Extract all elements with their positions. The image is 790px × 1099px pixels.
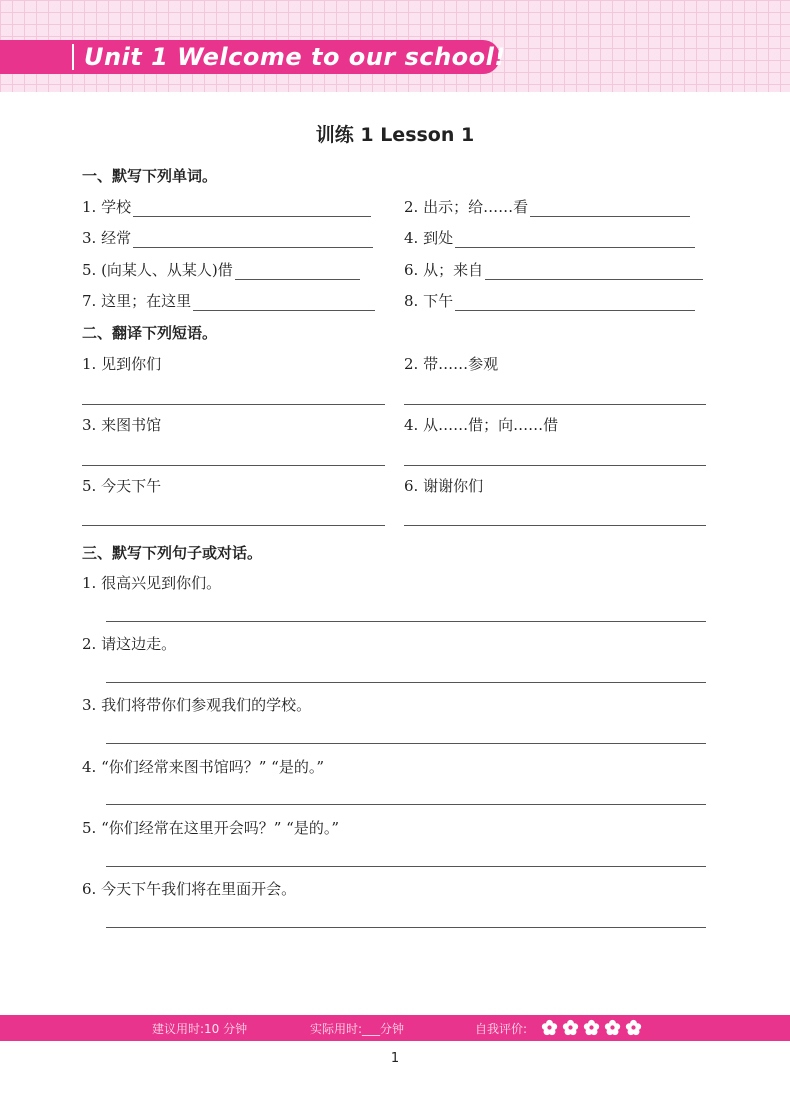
actual-time: 实际用时:___分钟: [310, 1022, 405, 1036]
suggested-time: 建议用时:10 分钟: [152, 1022, 248, 1036]
sentence-item-label: 4. “你们经常来图书馆吗？” “是的。”: [82, 758, 325, 776]
answer-line[interactable]: [404, 465, 706, 466]
answer-blank[interactable]: [235, 262, 360, 280]
page-number: 1: [390, 1051, 400, 1066]
word-item: [82, 227, 373, 248]
unit-title: Unit 1 Welcome to our school!: [84, 43, 506, 71]
word-item: [404, 259, 703, 280]
word-item-label: 6. 从；来自: [404, 261, 484, 279]
answer-line[interactable]: [82, 465, 385, 466]
answer-blank[interactable]: [133, 199, 371, 217]
answer-blank[interactable]: [485, 262, 703, 280]
word-item: [404, 227, 695, 248]
phrase-item-label: 4. 从……借；向……借: [404, 416, 559, 434]
sentence-item-label: 3. 我们将带你们参观我们的学校。: [82, 696, 312, 714]
phrase-item-label: 2. 带……参观: [404, 355, 499, 373]
phrase-item-label: 6. 谢谢你们: [404, 477, 484, 495]
answer-line[interactable]: [82, 404, 385, 405]
self-eval-label: 自我评价:: [475, 1022, 528, 1036]
phrase-item-label: 3. 来图书馆: [82, 416, 162, 434]
answer-line[interactable]: [106, 743, 706, 744]
lesson-title: 训练 1 Lesson 1: [315, 124, 475, 146]
answer-line[interactable]: [106, 804, 706, 805]
answer-line[interactable]: [82, 525, 385, 526]
answer-line[interactable]: [404, 404, 706, 405]
word-item-label: 1. 学校: [82, 198, 132, 216]
rating-flower-icon[interactable]: [604, 1019, 621, 1036]
answer-blank[interactable]: [455, 293, 695, 311]
phrase-item-label: 5. 今天下午: [82, 477, 162, 495]
section-heading-words: 一、默写下列单词。: [82, 167, 218, 185]
phrase-item-label: 1. 见到你们: [82, 355, 162, 373]
word-item-label: 8. 下午: [404, 292, 454, 310]
section-heading-phrases: 二、翻译下列短语。: [82, 324, 218, 342]
sentence-item-label: 2. 请这边走。: [82, 635, 177, 653]
word-item: [404, 196, 690, 217]
rating-flower-icon[interactable]: [541, 1019, 558, 1036]
rating-stars: [541, 1019, 642, 1036]
word-item-label: 7. 这里；在这里: [82, 292, 192, 310]
sentence-item-label: 5. “你们经常在这里开会吗？” “是的。”: [82, 819, 340, 837]
answer-line[interactable]: [106, 927, 706, 928]
rating-flower-icon[interactable]: [583, 1019, 600, 1036]
answer-line[interactable]: [106, 621, 706, 622]
answer-line[interactable]: [106, 682, 706, 683]
word-item: [82, 196, 371, 217]
word-item: [82, 259, 360, 280]
footer-band: [0, 1015, 790, 1041]
word-item: [404, 290, 695, 311]
section-heading-sentences: 三、默写下列句子或对话。: [82, 544, 263, 562]
sentence-item-label: 1. 很高兴见到你们。: [82, 574, 222, 592]
word-item-label: 3. 经常: [82, 229, 132, 247]
rating-flower-icon[interactable]: [562, 1019, 579, 1036]
word-item: [82, 290, 375, 311]
answer-blank[interactable]: [530, 199, 690, 217]
answer-blank[interactable]: [133, 230, 373, 248]
word-item-label: 4. 到处: [404, 229, 454, 247]
banner-divider: [72, 44, 74, 70]
answer-line[interactable]: [404, 525, 706, 526]
answer-line[interactable]: [106, 866, 706, 867]
word-item-label: 5. (向某人、从某人)借: [82, 261, 233, 279]
answer-blank[interactable]: [455, 230, 695, 248]
sentence-item-label: 6. 今天下午我们将在里面开会。: [82, 880, 297, 898]
word-item-label: 2. 出示；给……看: [404, 198, 529, 216]
rating-flower-icon[interactable]: [625, 1019, 642, 1036]
answer-blank[interactable]: [193, 293, 375, 311]
